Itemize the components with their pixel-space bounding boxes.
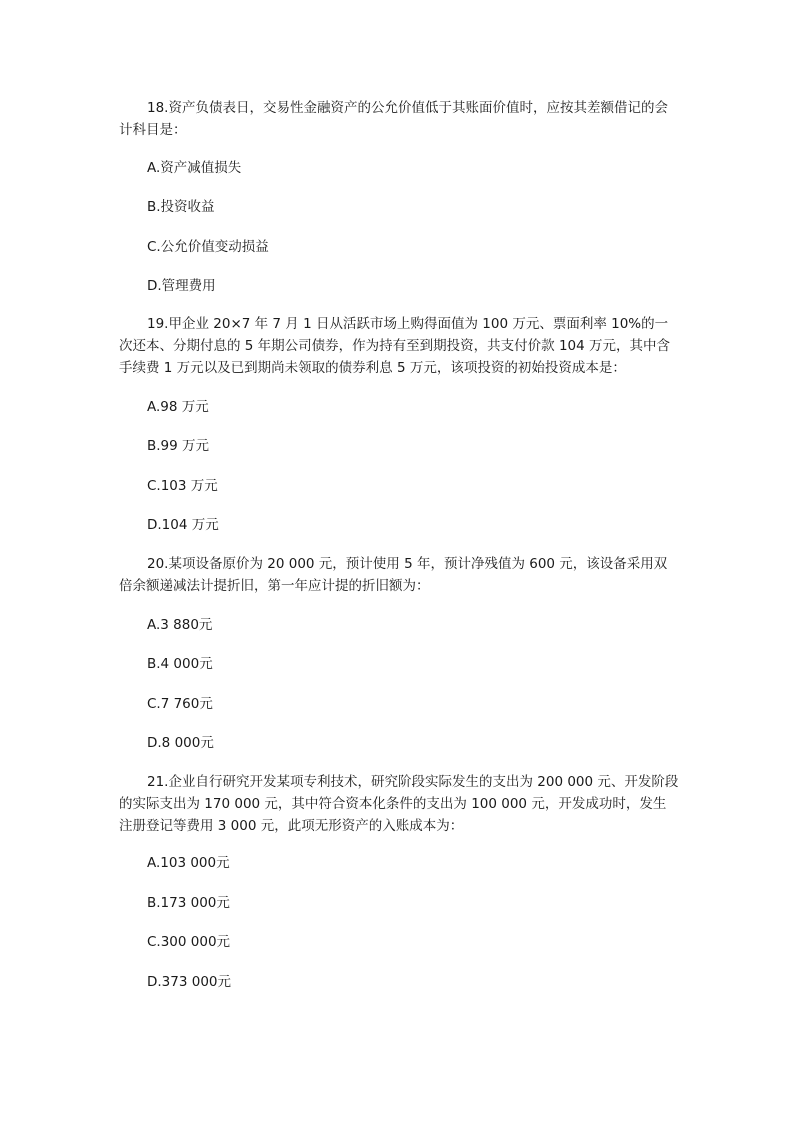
question-stem-text: 18.资产负债表日，交易性金融资产的公允价值低于其账面价值时，应按其差额借记的会计科目是： [119, 100, 668, 138]
question-18-option-d: D.管理费用 [147, 278, 216, 294]
question-20-option-c: C.7 760元 [147, 696, 213, 712]
question-20-option-b: B.4 000元 [147, 656, 213, 672]
question-19-stem [119, 313, 679, 379]
question-18-option-b: B.投资收益 [147, 199, 215, 215]
question-19-option-c: C.103 万元 [147, 478, 218, 494]
question-19-option-b: B.99 万元 [147, 438, 210, 454]
question-stem-text: 20.某项设备原价为 20 000 元，预计使用 5 年，预计净残值为 600 元，该设备采用双倍余额递减法计提折旧，第一年应计提的折旧额为： [119, 556, 668, 594]
question-19-option-d: D.104 万元 [147, 517, 219, 533]
question-18-option-c: C.公允价值变动损益 [147, 239, 269, 255]
question-18-option-a: A.资产减值损失 [147, 160, 242, 176]
question-stem-text: 21.企业自行研究开发某项专利技术，研究阶段实际发生的支出为 200 000 元、开发阶段的实际支出为 170 000 元，其中符合资本化条件的支出为 100 000 元，开发成功时，发生注册登记等费用 3 000 元，此项无形资产的入账成本为： [119, 774, 679, 834]
question-21-option-c: C.300 000元 [147, 934, 231, 950]
question-21-stem [119, 771, 679, 837]
question-21-option-b: B.173 000元 [147, 895, 230, 911]
question-21-option-a: A.103 000元 [147, 855, 230, 871]
question-19-option-a: A.98 万元 [147, 399, 209, 415]
question-18-stem [119, 97, 679, 141]
question-20-option-d: D.8 000元 [147, 735, 214, 751]
question-20-stem [119, 553, 679, 597]
question-20-option-a: A.3 880元 [147, 617, 213, 633]
question-stem-text: 19.甲企业 20×7 年 7 月 1 日从活跃市场上购得面值为 100 万元、票面利率 10%的一次还本、分期付息的 5 年期公司债券，作为持有至到期投资，共支付价款 104 万元，其中含手续费 1 万元以及已到期尚未领取的债券利息 5 万元，该项投资的初始投资成本是： [119, 316, 671, 376]
question-21-option-d: D.373 000元 [147, 974, 232, 990]
